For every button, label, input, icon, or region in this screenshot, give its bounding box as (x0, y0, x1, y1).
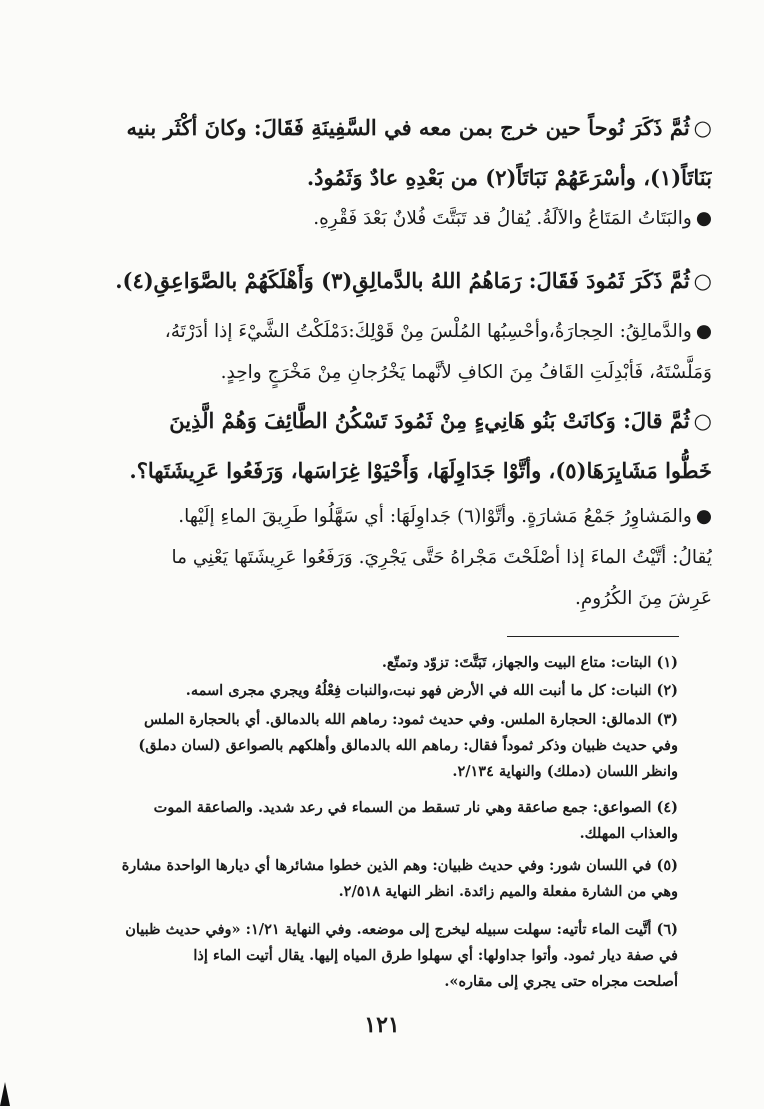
footnote-5 (92, 853, 678, 905)
text-line (54, 256, 712, 306)
footnote-line: (١) البتات: متاع البيت والجهاز، تَبَتَّتَ: تزوّد وتمتّع. (381, 654, 678, 671)
page-number: ١٢١ (364, 1012, 400, 1038)
text-line (54, 198, 712, 239)
text-line (54, 311, 712, 352)
text-run: ثُمَّ ذَكَرَ ثَمُودَ فَقَالَ: رَمَاهُمُ اللهُ بالدَّمالِقِ(٣) وَأَهْلَكَهُمْ بالصَّوَاعِقِ(٤). (115, 268, 690, 293)
dot-bullet-icon: ● (695, 506, 712, 527)
circle-bullet-icon: ○ (693, 115, 712, 140)
footnote-line: (٤) الصواعق: جمع صاعقة وهي نار تسقط من السماء في رعد شديد. والصاعقة الموت (153, 799, 678, 816)
paragraph-note-1 (54, 198, 712, 239)
paragraph-quote-3 (54, 396, 712, 496)
footnote-line: وهي من الشارة مفعلة والميم زائدة. انظر النهاية ٢/٥١٨. (338, 883, 678, 900)
text-line (54, 103, 712, 153)
paragraph-quote-2 (54, 256, 712, 306)
text-line (54, 396, 712, 446)
scan-mark (0, 1082, 10, 1106)
footnote-line: والعذاب المهلك. (579, 825, 678, 842)
text-run: والدَّمالِقُ: الحِجارَةُ،وأحْسِبُها المُلْسَ مِنْ قَوْلِكَ:دَمْلَكْتُ الشَّيْءَ إذا أدَرْتَهُ، (164, 321, 692, 342)
text-line: خَطُّوا مَشَايِرَهَا(٥)، وأتَّوْا جَدَاوِلَهَا، وَأَحْيَوْا غِرَاسَها، وَرَفَعُوا عَرِيشَتَها؟. (129, 458, 712, 483)
footnote-line: (٦) أتَّيت الماء تأتيه: سهلت سبيله ليخرج إلى موضعه. وفي النهاية ١/٢١: «وفي حديث ظبيان (125, 921, 678, 938)
dot-bullet-icon: ● (695, 321, 712, 342)
footnote-4 (92, 795, 678, 847)
paragraph-note-3 (54, 496, 712, 619)
footnote-line: أصلحت مجراه حتى يجري إلى مقاره». (444, 973, 678, 990)
circle-bullet-icon: ○ (693, 408, 712, 433)
footnote-1 (92, 650, 678, 676)
paragraph-quote-1 (54, 103, 712, 203)
footnote-line: (٣) الدمالق: الحجارة الملس. وفي حديث ثمود: رماهم الله بالدمالق. أي بالحجارة الملس (144, 711, 678, 728)
footnote-6 (92, 917, 678, 995)
text-line: وَمَلَّسْتَهُ، فَأبْدِلَتِ القَافُ مِنَ الكافِ لأنَّهما يَخْرُجانِ مِنْ مَخْرَجٍ واحِدٍ. (220, 362, 712, 383)
footnote-3 (92, 707, 678, 785)
footnote-line: وانظر اللسان (دملك) والنهاية ٢/١٣٤. (452, 763, 678, 780)
dot-bullet-icon: ● (695, 208, 712, 229)
paragraph-note-2 (54, 311, 712, 393)
text-run: ثُمَّ ذَكَرَ نُوحاً حين خرج بمن معه في السَّفِينَةِ فَقَالَ: وكانَ أكْثَر بنيه (126, 115, 690, 140)
footnote-line: في صفة ديار ثمود. وأتوا جداولها: أي سهلوا طرق المياه إليها. يقال أتيت الماء إذا (193, 947, 678, 964)
footnote-line: وفي حديث ظبيان وذكر ثموداً فقال: رماهم الله بالدمالق وأهلكهم بالصواعق (لسان دملق) (138, 737, 678, 754)
footnote-2 (92, 678, 678, 704)
footnote-line: (٥) في اللسان شور: وفي حديث ظبيان: وهم الذين خطوا مشائرها أي ديارها الواحدة مشارة (121, 857, 678, 874)
text-line: بَنَاتَاً(١)، وأسْرَعَهُمْ نَبَاتَاً(٢) من بَعْدِهِ عادٌ وَثَمُودُ. (306, 165, 712, 190)
footnote-separator (507, 636, 679, 637)
text-line: يُقالُ: أتَّيْتُ الماءَ إذا أصْلَحْتَ مَجْراهُ حَتَّى يَجْرِيَ. وَرَفَعُوا عَرِيشَتَها يَعْنِي ما (171, 547, 712, 568)
footnote-line: (٢) النبات: كل ما أنبت الله في الأرض فهو نبت،والنبات فِعْلُهُ ويجري مجرى اسمه. (185, 682, 678, 699)
text-line (54, 496, 712, 537)
text-run: والمَشاوِرُ جَمْعُ مَشارَةٍ. وأتَّوْا(٦) جَداوِلَهَا: أي سَهَّلُوا طَرِيقَ الماءِ إلَيْها. (178, 506, 692, 527)
circle-bullet-icon: ○ (693, 268, 712, 293)
text-line: عَرِشَ مِنَ الكُرُومِ. (574, 588, 712, 609)
text-run: والبَتَاتُ المَتَاعُ والآلَةُ. يُقالُ قد تَبَتَّتَ فُلانٌ بَعْدَ فَقْرِهِ. (313, 208, 692, 229)
text-run: ثُمَّ قالَ: وَكانَتْ بَنُو هَانِيءٍ مِنْ ثَمُودَ تَسْكُنُ الطَّائِفَ وَهُمْ الَّذِينَ (169, 408, 690, 433)
